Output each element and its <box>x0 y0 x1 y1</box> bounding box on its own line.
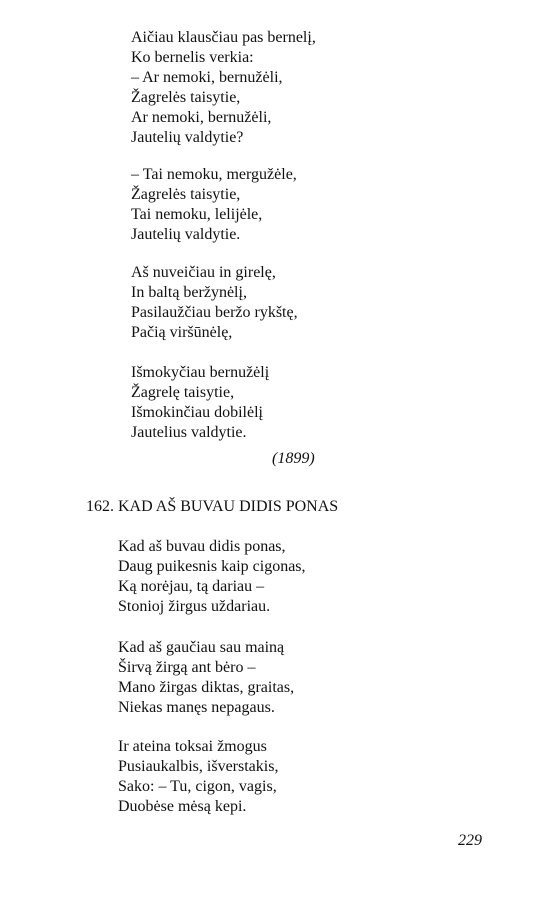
verse-line: Išmokinčiau dobilėlį <box>131 404 263 421</box>
verse-line: Mano žirgas diktas, graitas, <box>118 679 295 696</box>
verse-line: In baltą beržynėlį, <box>131 284 247 301</box>
poem-2-stanza-1 <box>118 537 306 617</box>
verse-line: Jautelių valdytie. <box>131 226 241 243</box>
verse-line: – Tai nemoku, mergužėle, <box>131 166 297 183</box>
verse-line: Sako: – Tu, cigon, vagis, <box>118 778 277 795</box>
poem-1-stanza-4 <box>131 363 269 443</box>
poem-2-stanza-2 <box>118 638 294 718</box>
verse-line: – Ar nemoki, bernužėli, <box>131 69 283 86</box>
verse-line: Jautelius valdytie. <box>131 424 247 441</box>
poem-heading: 162. KAD AŠ BUVAU DIDIS PONAS <box>86 498 339 515</box>
verse-line: Daug puikesnis kaip cigonas, <box>118 558 306 575</box>
poem-1-stanza-2 <box>131 165 297 245</box>
verse-line: Žagrelės taisytie, <box>131 89 241 106</box>
verse-line: Ką norėjau, tą dariau – <box>118 578 265 595</box>
poem-1-stanza-1 <box>131 28 316 148</box>
verse-line: Duobėse mėsą kepi. <box>118 798 247 815</box>
verse-line: Tai nemoku, lelijėle, <box>131 206 263 223</box>
verse-line: Niekas manęs nepagaus. <box>118 699 275 716</box>
verse-line: Pasilaužčiau beržo rykštę, <box>131 304 298 321</box>
poem-date: (1899) <box>272 450 315 467</box>
verse-line: Širvą žirgą ant bėro – <box>118 659 256 676</box>
verse-line: Kad aš buvau didis ponas, <box>118 538 286 555</box>
verse-line: Žagrelę taisytie, <box>131 384 235 401</box>
verse-line: Kad aš gaučiau sau mainą <box>118 639 285 656</box>
verse-line: Ko bernelis verkia: <box>131 49 254 66</box>
verse-line: Aičiau klausčiau pas bernelį, <box>131 29 316 46</box>
verse-line: Aš nuveičiau in girelę, <box>131 264 276 281</box>
verse-line: Jautelių valdytie? <box>131 129 244 146</box>
verse-line: Pačią viršūnėlę, <box>131 324 233 341</box>
page-number: 229 <box>458 832 482 849</box>
verse-line: Ir ateina toksai žmogus <box>118 738 267 755</box>
verse-line: Pusiaukalbis, išverstakis, <box>118 758 279 775</box>
verse-line: Stonioj žirgus uždariau. <box>118 598 271 615</box>
verse-line: Žagrelės taisytie, <box>131 186 241 203</box>
verse-line: Ar nemoki, bernužėli, <box>131 109 272 126</box>
poem-1-stanza-3 <box>131 263 298 343</box>
verse-line: Išmokyčiau bernužėlį <box>131 364 270 381</box>
poem-2-stanza-3 <box>118 737 278 817</box>
